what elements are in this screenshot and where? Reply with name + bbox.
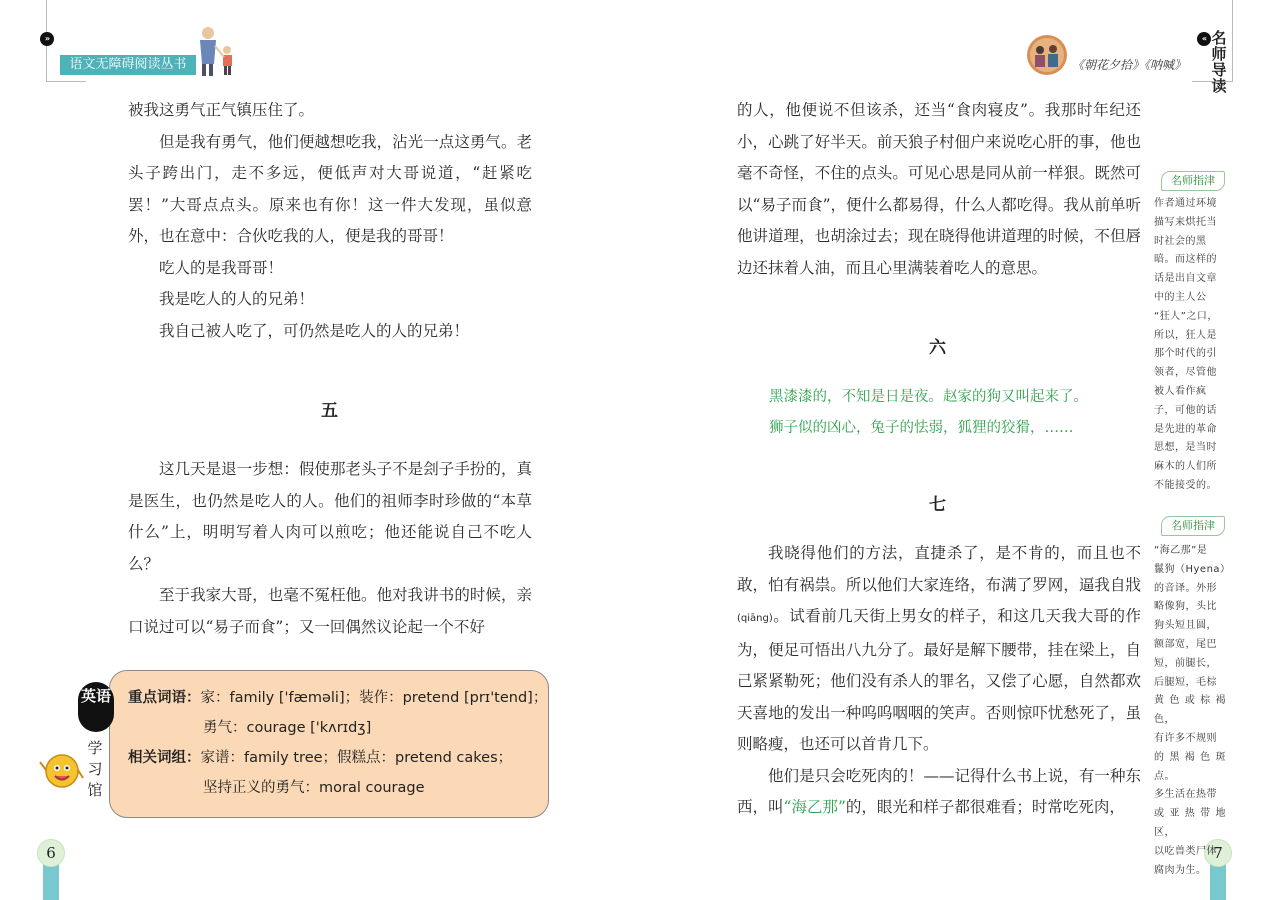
section-heading-five: 五 <box>321 401 338 421</box>
left-page-top-text <box>128 95 532 347</box>
paragraph: 这几天是退一步想：假使那老头子不是刽子手扮的，真是医生，也仍然是吃人的人。他们的祖师李时珍做的“本草什么”上，明明写着人肉可以煎吃；他还能说自己不吃人么？ <box>128 460 532 573</box>
key-words-text: 家：family ['fæməli]；装作：pretend [prɪ'tend]； <box>200 690 548 706</box>
note-line: 那个时代的引 <box>1154 348 1217 360</box>
note-line: 额部宽，尾巴 <box>1154 638 1217 650</box>
left-arrow-icon: » <box>40 32 54 46</box>
margin-note-2 <box>1154 542 1231 880</box>
note-line: “海乙那”是 <box>1154 545 1208 556</box>
note-line: 是先进的革命 <box>1154 423 1217 435</box>
note-line: 短，前腿长， <box>1154 657 1217 669</box>
guide-title-char: 读 <box>1211 77 1227 95</box>
related-label: 相关词组： <box>128 750 201 766</box>
right-page-number: 7 <box>1204 839 1232 867</box>
paragraph: 的人，他便说不但该杀，还当“食肉寝皮”。我那时年纪还小，心跳了好半天。前天狼子村佃户来说吃心肝的事，他也毫不奇怪，不住的点头。可见心思是同从前一样狠。既然可以“易子而食”，便什么都易得，什么人都吃得。我从前单听他讲道理，也胡涂过去；现在晓得他讲道理的时候，不但唇边还抹着人油，而且心里满装着吃人的意思。 <box>737 101 1141 277</box>
green-line: 黑漆漆的，不知是日是夜。赵家的狗又叫起来了。 <box>769 389 1088 405</box>
note-line: 话是出自文章 <box>1154 273 1217 285</box>
note-line: 狗头短且圆， <box>1154 620 1217 632</box>
left-page-bottom-text <box>128 454 532 643</box>
key-words-label: 重点词语： <box>128 690 201 706</box>
note-line: 时社会的黑 <box>1154 235 1207 247</box>
paragraph: 但是我有勇气，他们便越想吃我，沾光一点这勇气。老头子跨出门，走不多远，便低声对大哥说道，“赶紧吃罢！”大哥点点头。原来也有你！这一件大发现，虽似意外，也在意中：合伙吃我的人，便是我的哥哥！ <box>128 132 532 245</box>
teacher-child-illustration <box>194 26 240 78</box>
note-line: 有许多不规则 <box>1154 732 1217 744</box>
right-page-bottom-text <box>737 538 1141 824</box>
vocab-related-row-2: 坚持正义的勇气：moral courage <box>203 780 425 796</box>
note-line: 略像狗，头比 <box>1154 601 1217 613</box>
paragraph-text: 。试看前几天街上男女的样子，和这几天我大哥的作为，便足可悟出八九分了。最好是解下腰带，挂在梁上，自己紧紧勒死；他们没有杀人的罪名，又偿了心愿，自然都欢天喜地的发出一种呜呜咽咽的笑声。否则惊吓忧愁死了，虽则略瘦，也还可以首肯几下。 <box>737 607 1141 753</box>
vocab-key-words-row <box>128 688 547 708</box>
note-line: 或亚热带地区， <box>1154 808 1226 838</box>
book-titles: 《朝花夕拾》《呐喊》 <box>1072 58 1187 72</box>
guide-title-char: 师 <box>1211 45 1227 63</box>
paragraph <box>737 538 1141 761</box>
note-line: 描写来烘托当 <box>1154 216 1217 228</box>
guide-title-char: 名 <box>1211 29 1227 47</box>
vocab-key-words-row-2: 勇气：courage ['kʌrɪdʒ] <box>203 720 372 736</box>
margin-note-1 <box>1154 195 1226 496</box>
note-line: “狂人”之口， <box>1154 310 1218 322</box>
note-line: 腐肉为生。 <box>1154 864 1207 876</box>
teacher-tip-tag: 名师指津 <box>1161 516 1225 536</box>
note-line: 暗。而这样的 <box>1154 254 1217 266</box>
mascot-icon <box>38 748 84 794</box>
teacher-tip-tag: 名师指津 <box>1161 171 1225 191</box>
note-line: 以吃兽类尸体 <box>1154 845 1217 857</box>
note-line: 领者，尽管他 <box>1154 367 1217 379</box>
paragraph <box>737 761 1141 824</box>
note-line: 不能接受的。 <box>1154 479 1217 491</box>
paragraph-text: 我晓得他们的方法，直捷杀了，是不肯的，而且也不敢，怕有祸祟。所以他们大家连络，布满了罗网，逼我自戕 <box>737 544 1141 594</box>
guide-title-char: 导 <box>1211 61 1227 79</box>
series-tag: 语文无障碍阅读丛书 <box>60 55 196 75</box>
paragraph-text: 他们是只会吃死肉的！——记得什么书上说，有一种东西，叫 <box>737 766 1141 816</box>
note-line: 麻木的人们所 <box>1154 461 1217 473</box>
paragraph: 我是吃人的人的兄弟！ <box>159 290 315 308</box>
section-heading-seven: 七 <box>929 495 946 515</box>
section-heading-six: 六 <box>929 338 946 358</box>
study-hall-label: 学习馆 <box>87 739 103 799</box>
paragraph: 被我这勇气正气镇压住了。 <box>128 101 315 119</box>
paragraph: 至于我家大哥，也毫不冤枉他。他对我讲书的时候，亲口说过可以“易子而食”；又一回偶然议论起一个不好 <box>128 586 532 636</box>
note-line: 被人看作疯 <box>1154 385 1207 397</box>
right-frame-line <box>1232 0 1233 82</box>
paragraph-text: 的，眼光和样子都很难看；时常吃死肉， <box>845 798 1125 816</box>
left-frame-underline <box>46 81 86 82</box>
note-line: 的音译。外形 <box>1154 582 1217 594</box>
vocab-related-row <box>128 748 512 768</box>
book-cover-illustration <box>1026 34 1068 76</box>
paragraph: 吃人的是我哥哥！ <box>159 258 284 277</box>
note-line: 鬣狗（Hyena） <box>1154 563 1231 575</box>
note-line: 子，可他的话 <box>1154 404 1217 416</box>
paragraph: 我自己被人吃了，可仍然是吃人的人的兄弟！ <box>159 321 470 340</box>
left-page-number: 6 <box>37 839 65 867</box>
note-line: 作者通过环境 <box>1154 198 1217 209</box>
note-line: 黄色或棕褐色， <box>1154 695 1226 726</box>
guide-title <box>1210 30 1228 94</box>
related-text: 家谱：family tree；假糕点：pretend cakes； <box>200 750 513 766</box>
note-line: 多生活在热带 <box>1154 789 1217 801</box>
note-line: 中的主人公 <box>1154 291 1207 303</box>
highlighted-term: “海乙那” <box>783 798 846 816</box>
right-page-top-text <box>737 95 1141 284</box>
note-line: 的黑褐色斑点。 <box>1154 751 1226 782</box>
note-line: 后腿短，毛棕 <box>1154 676 1217 688</box>
green-quote-lines <box>769 382 1141 444</box>
note-line: 所以，狂人是 <box>1154 329 1217 341</box>
pinyin-annotation: (qiāng) <box>737 613 773 624</box>
english-badge: 英语 <box>78 682 114 732</box>
note-line: 思想，是当时 <box>1154 442 1217 454</box>
green-line: 狮子似的凶心，兔子的怯弱，狐狸的狡猾，…… <box>769 420 1074 436</box>
right-arrow-icon: « <box>1197 32 1211 46</box>
left-page-bar <box>43 862 59 900</box>
